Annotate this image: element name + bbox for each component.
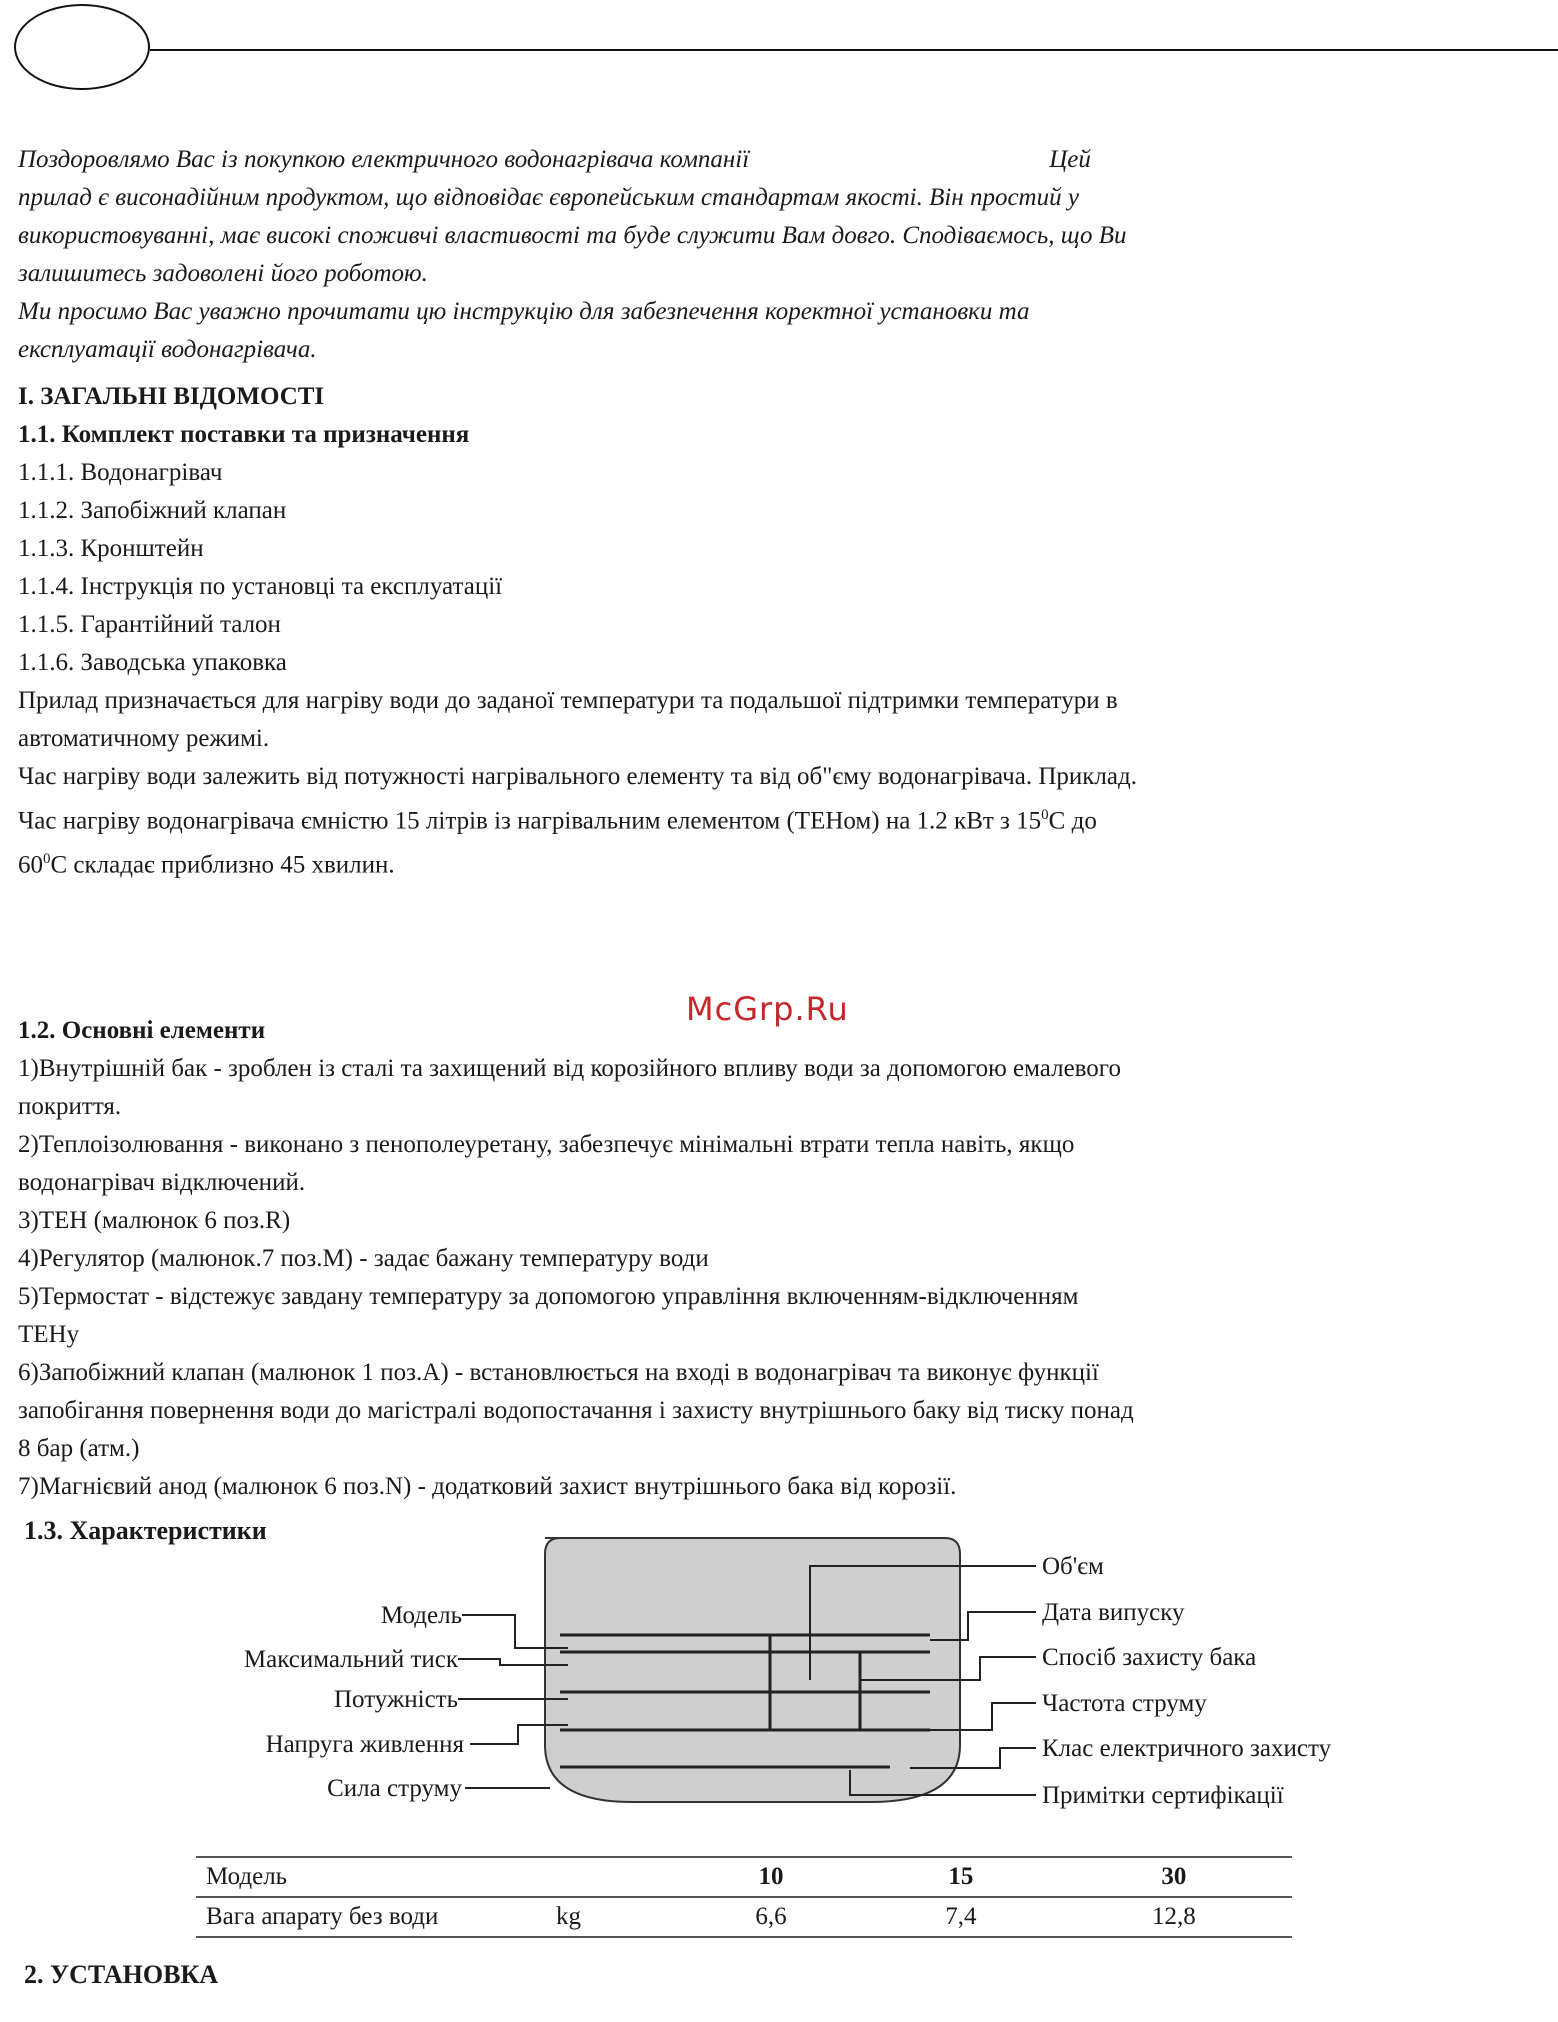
table-cell: 12,8 bbox=[1056, 1897, 1292, 1937]
paragraph-line: $60^0С$ складає приблизно 45 хвилин. bbox=[18, 851, 395, 879]
list-item: 1.1.1. Водонагрівач bbox=[18, 459, 223, 486]
label-max-pressure: Максимальний тиск bbox=[243, 1646, 458, 1673]
element-line: запобігання повернення води до магістралі водопостачання і захисту внутрішнього баку від тиску понад bbox=[18, 1397, 1134, 1424]
section-1-2 bbox=[18, 1012, 1458, 1506]
element-line: водонагрівач відключений. bbox=[18, 1169, 306, 1196]
paragraph-line: Час нагріву води залежить від потужності нагрівального елементу та від об"єму водонагрівача. Приклад. bbox=[18, 763, 1137, 790]
table-cell: kg bbox=[546, 1897, 676, 1937]
watermark: McGrp.Ru bbox=[686, 990, 849, 1028]
element-line: покриття. bbox=[18, 1093, 122, 1120]
table-cell: Вага апарату без води bbox=[196, 1897, 546, 1937]
intro-text bbox=[18, 141, 1458, 369]
element-line: 4)Регулятор (малюнок.7 поз.M) - задає бажану температуру води bbox=[18, 1245, 709, 1272]
list-item: 1.1.2. Запобіжний клапан bbox=[18, 497, 287, 524]
rating-plate bbox=[545, 1538, 960, 1802]
label-manufacture-date: Дата випуску bbox=[1042, 1599, 1185, 1626]
list-item: 1.1.6. Заводська упаковка bbox=[18, 649, 287, 676]
paragraph-line: Прилад призначається для нагріву води до заданої температури та подальшої підтримки температури в bbox=[18, 687, 1118, 714]
table-cell: 6,6 bbox=[676, 1897, 866, 1937]
intro-line: Поздоровлямо Вас із покупкою електричного водонагрівача компанії Цей bbox=[18, 146, 1091, 173]
label-voltage: Напруга живлення bbox=[265, 1731, 464, 1758]
element-line: 3)ТЕН (малюнок 6 поз.R) bbox=[18, 1207, 291, 1234]
label-tank-protection: Спосіб захисту бака bbox=[1042, 1644, 1257, 1671]
label-model: Модель bbox=[380, 1602, 462, 1629]
element-line: 7)Магнієвий анод (малюнок 6 поз.N) - додатковий захист внутрішнього бака від корозії. bbox=[18, 1473, 957, 1500]
paragraph-line: Час нагріву водонагрівача ємністю 15 літрів із нагрівальним елементом (ТЕНом) на 1.2 кВт з $15^0С$ до bbox=[18, 807, 1097, 835]
list-item: 1.1.4. Інструкція по установці та експлуатації bbox=[18, 573, 503, 600]
section-title: 1.3. Характеристики bbox=[24, 1516, 267, 1545]
header-rule bbox=[150, 49, 1558, 51]
label-protection-class: Клас електричного захисту bbox=[1042, 1735, 1332, 1762]
element-line: ТЕНу bbox=[18, 1321, 80, 1348]
rating-plate-diagram bbox=[170, 1530, 1430, 1830]
label-certification-notes: Примітки сертифікації bbox=[1042, 1782, 1284, 1809]
section-title: 2. УСТАНОВКА bbox=[24, 1960, 219, 1989]
table-cell: 15 bbox=[866, 1857, 1056, 1897]
label-current: Сила струму bbox=[327, 1775, 462, 1802]
table-row bbox=[196, 1857, 1292, 1897]
label-volume: Об'єм bbox=[1042, 1553, 1104, 1580]
table-cell: Модель bbox=[196, 1857, 546, 1897]
label-frequency: Частота струму bbox=[1042, 1690, 1207, 1717]
element-line: 1)Внутрішній бак - зроблен із сталі та захищений від корозійного впливу води за допомогою емалевого bbox=[18, 1055, 1121, 1082]
intro-line: експлуатації водонагрівача. bbox=[18, 336, 317, 363]
intro-line: використовуванні, має високі споживчі властивості та буде служити Вам довго. Сподіваємось, що Ви bbox=[18, 222, 1127, 249]
intro-line: прилад є висонадійним продуктом, що відповідає європейським стандартам якості. Він простий у bbox=[18, 184, 1079, 211]
label-power: Потужність bbox=[333, 1686, 458, 1713]
section-1 bbox=[18, 378, 1458, 885]
element-line: 5)Термостат - відстежує завдану температуру за допомогою управління включенням-відключенням bbox=[18, 1283, 1079, 1310]
paragraph-line: автоматичному режимі. bbox=[18, 725, 270, 752]
table-cell: 7,4 bbox=[866, 1897, 1056, 1937]
table-cell: 10 bbox=[676, 1857, 866, 1897]
list-item: 1.1.3. Кронштейн bbox=[18, 535, 204, 562]
table-cell bbox=[546, 1857, 676, 1897]
section-title: І. ЗАГАЛЬНІ ВІДОМОСТІ bbox=[18, 383, 325, 410]
list-item: 1.1.5. Гарантійний талон bbox=[18, 611, 281, 638]
table-cell: 30 bbox=[1056, 1857, 1292, 1897]
table-row bbox=[196, 1897, 1292, 1937]
element-line: 6)Запобіжний клапан (малюнок 1 поз.А) - встановлюється на вході в водонагрівач та виконує функції bbox=[18, 1359, 1099, 1386]
section-title: 1.2. Основні елементи bbox=[18, 1017, 266, 1044]
section-subtitle: 1.1. Комплект поставки та призначення bbox=[18, 421, 470, 448]
page-number-oval bbox=[14, 4, 150, 90]
spec-table bbox=[196, 1856, 1292, 1938]
intro-line: Ми просимо Вас уважно прочитати цю інструкцію для забезпечення коректної установки та bbox=[18, 298, 1030, 325]
intro-line: залишитесь задоволені його роботою. bbox=[18, 260, 428, 287]
element-line: 2)Теплоізолювання - виконано з пенополеуретану, забезпечує мінімальні втрати тепла навіть, якщо bbox=[18, 1131, 1075, 1158]
rating-plate-svg bbox=[170, 1530, 1430, 1830]
element-line: 8 бар (атм.) bbox=[18, 1435, 140, 1462]
